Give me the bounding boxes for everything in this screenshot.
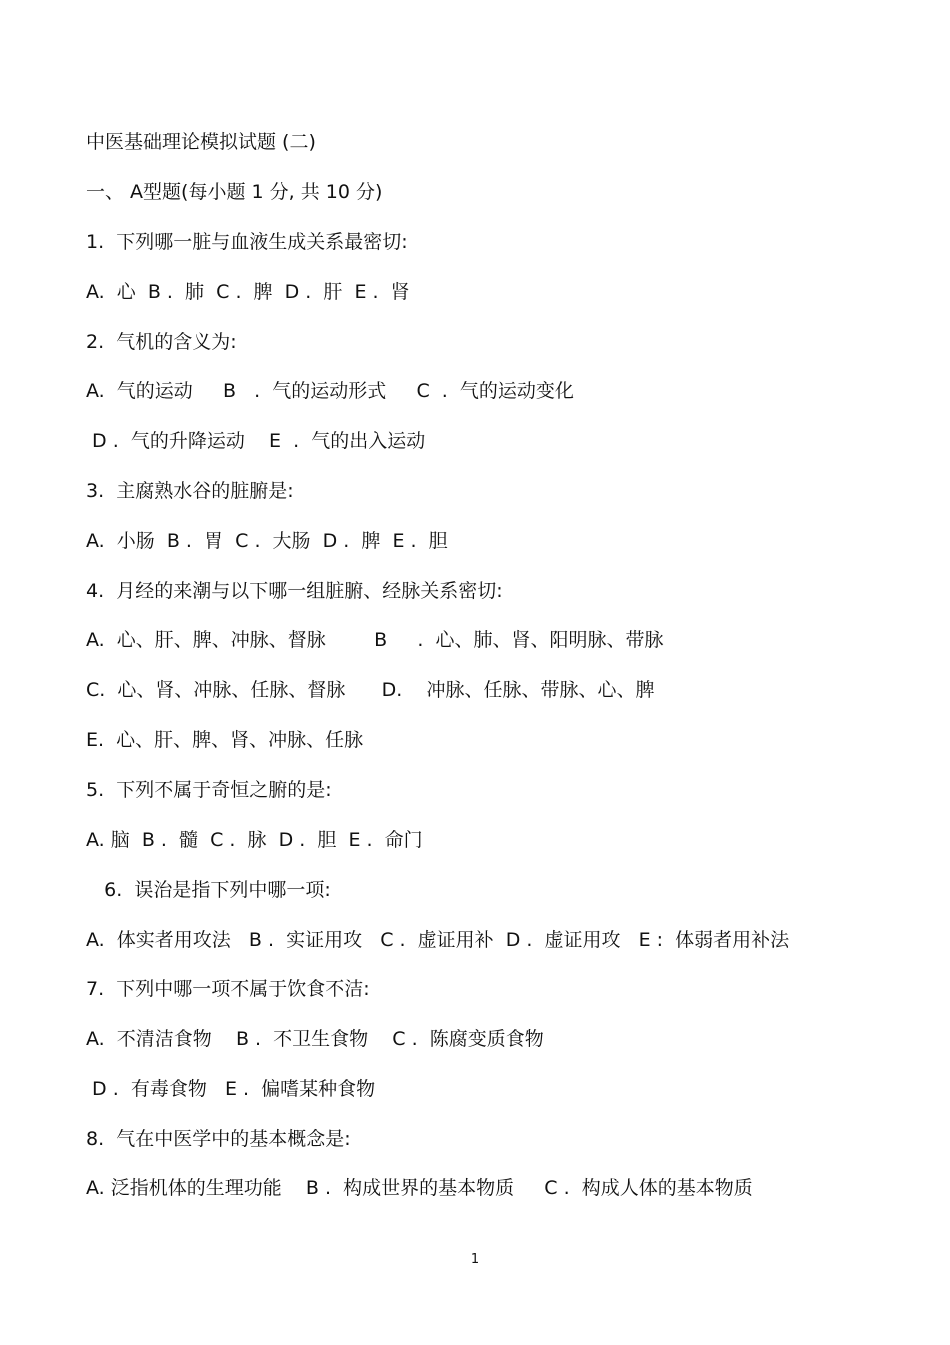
question-4-options-line-3: E. 心、肝、脾、肾、冲脉、任脉: [86, 729, 364, 751]
question-4-options-line-2: C. 心、肾、冲脉、任脉、督脉 D. 冲脉、任脉、带脉、心、脾: [86, 679, 655, 701]
document-title: 中医基础理论模拟试题 (二): [86, 131, 316, 153]
question-3-options: A. 小肠 B . 胃 C . 大肠 D . 脾 E . 胆: [86, 530, 448, 552]
question-1: 1. 下列哪一脏与血液生成关系最密切:: [86, 231, 408, 253]
question-7: 7. 下列中哪一项不属于饮食不洁:: [86, 978, 370, 1000]
page-number: 1: [470, 1252, 480, 1267]
question-3: 3. 主腐熟水谷的脏腑是:: [86, 480, 294, 502]
question-6: 6. 误治是指下列中哪一项:: [86, 879, 331, 901]
question-8: 8. 气在中医学中的基本概念是:: [86, 1128, 351, 1150]
question-4-options-line-1: A. 心、肝、脾、冲脉、督脉 B . 心、肺、肾、阳明脉、带脉: [86, 629, 664, 651]
question-7-options-line-1: A. 不清洁食物 B . 不卫生食物 C . 陈腐变质食物: [86, 1028, 544, 1050]
question-5-options: A. 脑 B . 髓 C . 脉 D . 胆 E . 命门: [86, 829, 423, 851]
question-6-options: A. 体实者用攻法 B . 实证用攻 C . 虚证用补 D . 虚证用攻 E : 体弱者用补法: [86, 929, 790, 951]
question-2-options-line-2: D . 气的升降运动 E . 气的出入运动: [86, 430, 426, 452]
question-4: 4. 月经的来潮与以下哪一组脏腑、经脉关系密切:: [86, 580, 503, 602]
question-2-options-line-1: A. 气的运动 B . 气的运动形式 C . 气的运动变化: [86, 380, 574, 402]
section-heading: 一、 A型题(每小题 1 分, 共 10 分): [86, 181, 383, 203]
question-5: 5. 下列不属于奇恒之腑的是:: [86, 779, 332, 801]
question-7-options-line-2: D . 有毒食物 E . 偏嗜某种食物: [86, 1078, 376, 1100]
question-1-options: A. 心 B . 肺 C . 脾 D . 肝 E . 肾: [86, 281, 410, 303]
question-8-options: A. 泛指机体的生理功能 B . 构成世界的基本物质 C . 构成人体的基本物质: [86, 1177, 753, 1199]
question-2: 2. 气机的含义为:: [86, 331, 237, 353]
